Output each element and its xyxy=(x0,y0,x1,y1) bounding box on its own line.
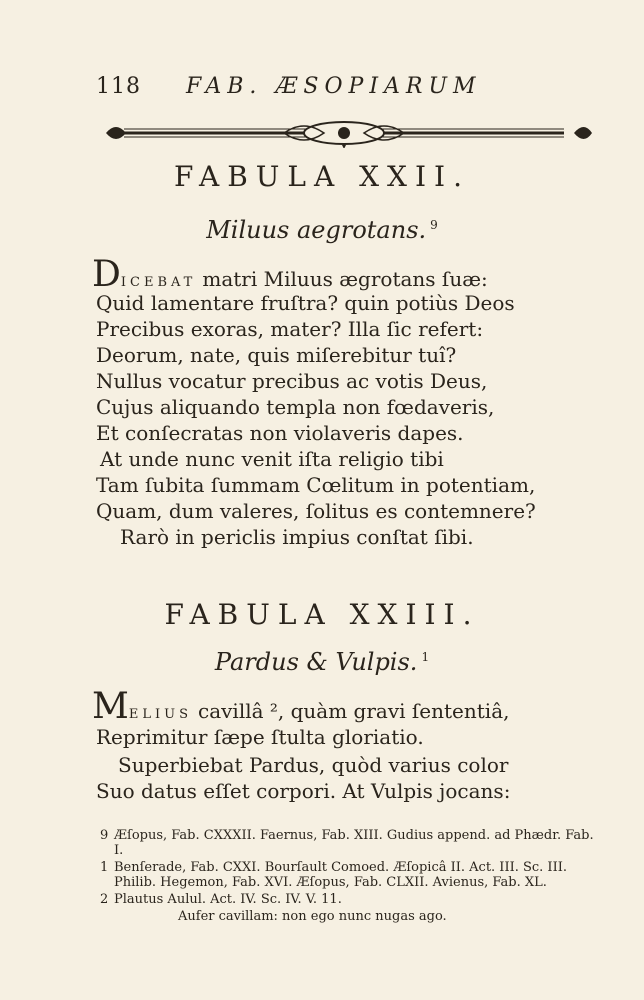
verse-line: Quam, dum valeres, ſolitus es contemnere? xyxy=(96,499,536,523)
first-line-text: cavillâ ², quàm gravi ſententiâ, xyxy=(198,699,510,723)
footnote-text: Æſopus, Fab. CXXXII. Faernus, Fab. XIII. Gudius append. ad Phædr. Fab. I. xyxy=(114,828,594,858)
page-number: 118 xyxy=(96,74,141,99)
fable-subtitle-text: Pardus & Vulpis. xyxy=(214,648,418,676)
footnote-quote: Aufer cavillam: non ego nunc nugas ago. xyxy=(178,909,447,924)
footnote-mark: 2 xyxy=(100,892,109,907)
footnote xyxy=(100,860,600,890)
verse-line: Quid lamentare fruſtra? quin potiùs Deos xyxy=(96,291,515,315)
first-line-text: matri Miluus ægrotans ſuæ: xyxy=(202,267,488,291)
verse-line: Nullus vocatur precibus ac votis Deus, xyxy=(96,369,488,393)
footnotes xyxy=(100,828,600,924)
running-title: FAB. ÆSOPIARUM xyxy=(186,74,482,99)
fable-heading: FABULA XXII. xyxy=(174,160,470,193)
fable-heading: FABULA XXIII. xyxy=(164,598,480,631)
fable-subtitle-text: Miluus aegrotans. xyxy=(206,216,427,244)
verse-line: Rarò in periclis impius conſtat ſibi. xyxy=(120,525,474,549)
drop-cap: D xyxy=(92,254,121,295)
page-header xyxy=(92,74,512,104)
verse-line: Reprimitur ſæpe ſtulta gloriatio. xyxy=(96,725,424,749)
verse-line xyxy=(92,686,510,728)
decorative-rule-ornament xyxy=(104,118,594,148)
drop-cap: M xyxy=(92,686,129,727)
verse-line: Superbiebat Pardus, quòd varius color xyxy=(118,753,509,777)
footnote-mark: 1 xyxy=(100,860,109,875)
footnote-text: Plautus Aulul. Act. IV. Sc. IV. V. 11. xyxy=(114,892,342,907)
fable-subtitle xyxy=(0,216,644,244)
verse-line: Tam ſubita ſummam Cœlitum in potentiam, xyxy=(96,473,536,497)
first-word: ELIUS xyxy=(128,707,192,722)
footnote-text: Benſerade, Fab. CXXI. Bourſault Comoed. Æſopicâ II. Act. III. Sc. III. Philib. Hegemon, Fab. XVI. Æſopus, Fab. CLXII. Avienus, Fab. XL. xyxy=(114,860,567,890)
verse-line: Precibus exoras, mater? Illa ſic refert: xyxy=(96,317,484,341)
first-word: ICEBAT xyxy=(120,275,197,290)
footnote-marker: 1 xyxy=(421,650,430,664)
footnote-marker: 9 xyxy=(430,218,438,232)
footnote-mark: 9 xyxy=(100,828,109,843)
verse-line: Et conſecratas non violaveris dapes. xyxy=(96,421,464,445)
verse-line: Suo datus eſſet corpori. At Vulpis jocans: xyxy=(96,779,511,803)
fable-subtitle xyxy=(0,648,644,676)
footnote xyxy=(100,828,600,858)
verse-line: Cujus aliquando templa non fœdaveris, xyxy=(96,395,495,419)
footnote xyxy=(100,892,600,907)
verse-line: Deorum, nate, quis miſerebitur tuî? xyxy=(96,343,457,367)
verse-line: At unde nunc venit iſta religio tibi xyxy=(100,447,444,471)
